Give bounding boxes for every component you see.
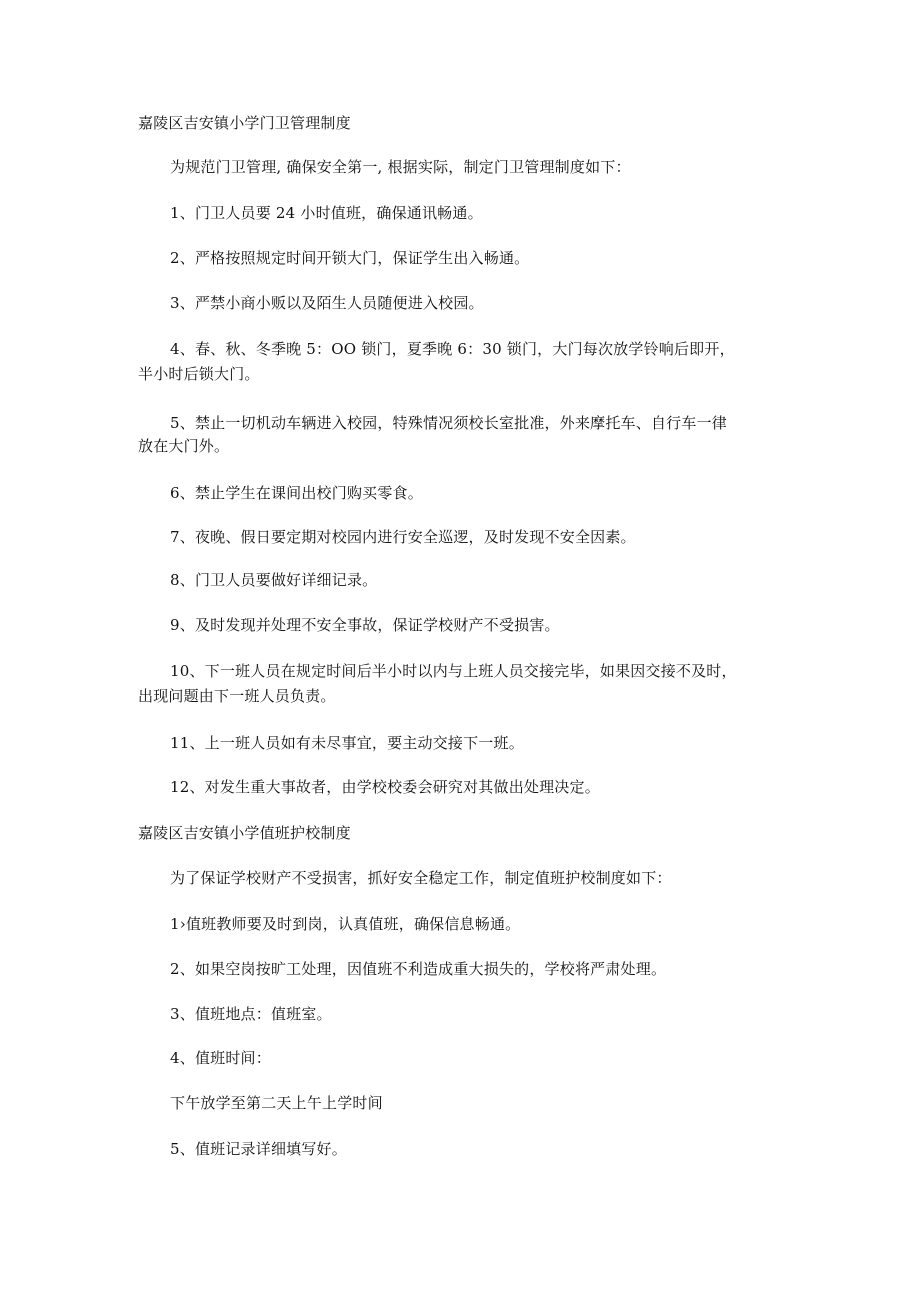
- rule-item: 2、如果空岗按旷工处理，因值班不利造成重大损失的，学校将严肃处理。: [170, 960, 667, 978]
- rule-item: 下午放学至第二天上午上学时间: [170, 1094, 383, 1112]
- doc-title-duty: 嘉陵区吉安镇小学值班护校制度: [138, 824, 351, 842]
- intro-duty: 为了保证学校财产不受损害，抓好安全稳定工作，制定值班护校制度如下：: [170, 869, 672, 887]
- rule-item: 4、春、秋、冬季晚 5：OO 锁门，夏季晚 6：30 锁门，大门每次放学铃响后即开，: [170, 340, 735, 358]
- rule-item: 1›值班教师要及时到岗，认真值班，确保信息畅通。: [170, 915, 521, 933]
- rule-item: 8、门卫人员要做好详细记录。: [170, 571, 378, 589]
- rule-item: 5、值班记录详细填写好。: [170, 1140, 347, 1158]
- rule-item: 3、严禁小商小贩以及陌生人员随便进入校园。: [170, 294, 484, 312]
- rule-item: 9、及时发现并处理不安全事故，保证学校财产不受损害。: [170, 616, 560, 634]
- rule-item: 11、上一班人员如有未尽事宜，要主动交接下一班。: [170, 734, 524, 752]
- rule-item: 2、严格按照规定时间开锁大门，保证学生出入畅通。: [170, 249, 530, 267]
- rule-item: 3、值班地点：值班室。: [170, 1005, 332, 1023]
- rule-item: 5、禁止一切机动车辆进入校园，特殊情况须校长室批准，外来摩托车、自行车一律: [170, 414, 727, 432]
- rule-item-continuation: 放在大门外。: [138, 437, 230, 455]
- rule-item: 4、值班时间：: [170, 1049, 271, 1067]
- rule-item: 1、门卫人员要 24 小时值班，确保通讯畅通。: [170, 204, 483, 222]
- rule-item: 12、对发生重大事故者，由学校校委会研究对其做出处理决定。: [170, 778, 600, 796]
- rule-item-continuation: 出现问题由下一班人员负责。: [138, 687, 336, 705]
- rule-item: 6、禁止学生在课间出校门购买零食。: [170, 484, 423, 502]
- rule-item: 7、夜晚、假日要定期对校园内进行安全巡逻，及时发现不安全因素。: [170, 528, 636, 546]
- doc-title-gatekeeper: 嘉陵区吉安镇小学门卫管理制度: [138, 114, 351, 132]
- rule-item-continuation: 半小时后锁大门。: [138, 365, 260, 383]
- rule-item: 10、下一班人员在规定时间后半小时以内与上班人员交接完毕，如果因交接不及时，: [170, 662, 737, 680]
- intro-gatekeeper: 为规范门卫管理, 确保安全第一, 根据实际，制定门卫管理制度如下：: [170, 158, 631, 176]
